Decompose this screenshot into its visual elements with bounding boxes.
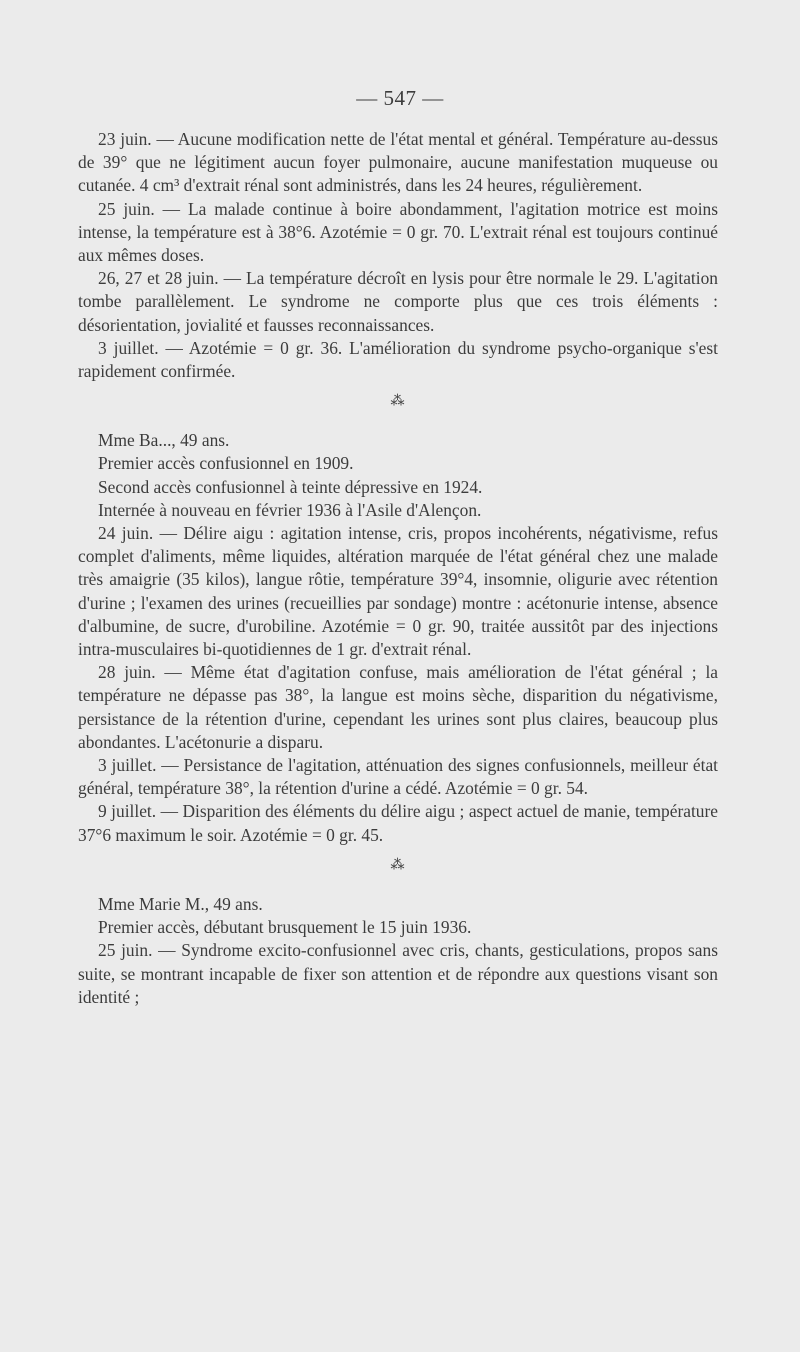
paragraph-24-juin: 24 juin. — Délire aigu : agitation intense, cris, propos incohérents, négativisme, refus complet d'aliments, même liquides, altération marquée de l'état général chez une malade très amaigrie (35 kilos), langue rôtie, température 39°4, insomnie, oligurie avec rétention d'urine ; l'examen des urines (recueillies par sondage) montre : acétonurie intense, absence d'albumine, de sucre, d'urobiline. Azotémie = 0 gr. 90, traitée aussitôt par des injections intra-musculaires bi-quotidiennes de 1 gr. d'extrait rénal.	[78, 523, 718, 660]
body-text	[78, 128, 718, 1009]
paragraph-premier-acces: Premier accès confusionnel en 1909.	[98, 453, 354, 474]
paragraph-23-juin: 23 juin. — Aucune modification nette de l'état mental et général. Température au-dessus de 39° que ne légitiment aucun foyer pulmonaire, aucune manifestation muqueuse ou cutanée. 4 cm³ d'extrait rénal sont administrés, dans les 24 heures, régulièrement.	[78, 129, 718, 196]
paragraph-3-juillet: 3 juillet. — Azotémie = 0 gr. 36. L'amélioration du syndrome psycho-organique s'est rapidement confirmée.	[78, 337, 718, 382]
patient-ba-header: Mme Ba..., 49 ans.	[98, 430, 230, 451]
paragraph-26-28-juin: 26, 27 et 28 juin. — La température décroît en lysis pour être normale le 29. L'agitation tombe parallèlement. Le syndrome ne comporte plus que ces trois éléments : désorientation, jovialité et fausses reconnaissances.	[78, 268, 718, 335]
paragraph-25-juin-marie: 25 juin. — Syndrome excito-confusionnel avec cris, chants, gesticulations, propos sans suite, se montrant incapable de fixer son attention et de répondre aux questions visant son identité ;	[78, 940, 718, 1007]
asterism-icon: ⁂	[390, 394, 406, 410]
page-number: — 547 —	[356, 86, 444, 110]
paragraph-9-juillet: 9 juillet. — Disparition des éléments du délire aigu ; aspect actuel de manie, température 37°6 maximum le soir. Azotémie = 0 gr. 45.	[78, 801, 718, 845]
paragraph-internee: Internée à nouveau en février 1936 à l'Asile d'Alençon.	[98, 499, 482, 520]
section-separator-asterism	[78, 395, 718, 409]
paragraph-25-juin: 25 juin. — La malade continue à boire abondamment, l'agitation motrice est moins intense, la température est à 38°6. Azotémie = 0 gr. 70. L'extrait rénal est toujours continué aux mêmes doses.	[78, 198, 718, 266]
paragraph-28-juin: 28 juin. — Même état d'agitation confuse, mais amélioration de l'état général ; la température ne dépasse pas 38°, la langue est moins sèche, disparition du négativisme, persistance de la rétention d'urine, cependant les urines sont plus claires, beaucoup plus abondantes. L'acétonurie a disparu.	[78, 662, 718, 752]
patient-marie-header: Mme Marie M., 49 ans.	[98, 893, 263, 914]
section-separator-asterism-2	[78, 859, 718, 873]
paragraph-second-acces: Second accès confusionnel à teinte dépressive en 1924.	[98, 476, 483, 497]
asterism-icon: ⁂	[390, 857, 406, 873]
paragraph-3-juillet-ba: 3 juillet. — Persistance de l'agitation, atténuation des signes confusionnels, meilleur état général, température 38°, la rétention d'urine a cédé. Azotémie = 0 gr. 54.	[78, 755, 718, 799]
paragraph-premier-acces-marie: Premier accès, débutant brusquement le 15 juin 1936.	[98, 917, 472, 938]
